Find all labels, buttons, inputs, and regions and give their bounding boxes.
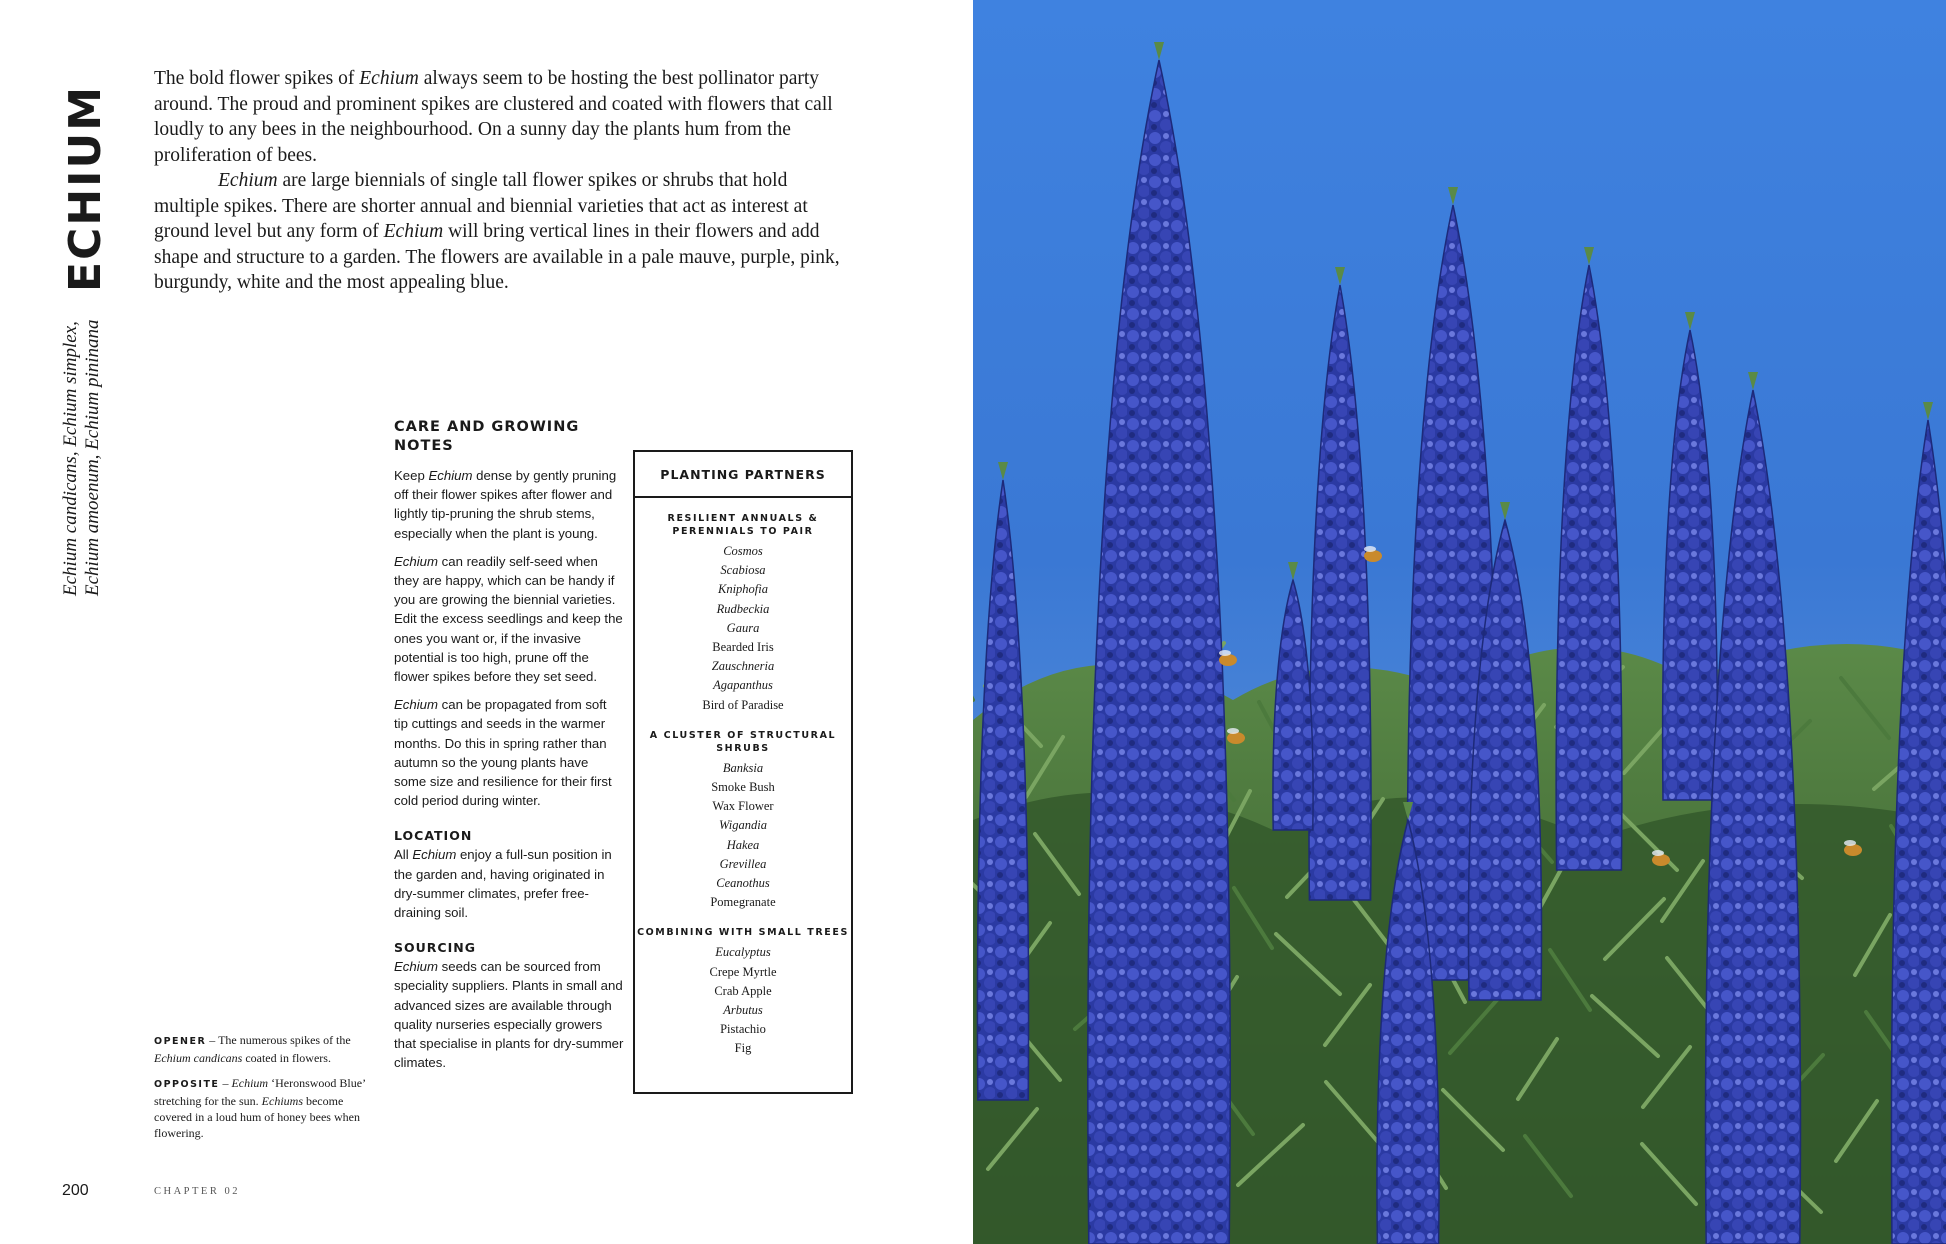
- bee: [1364, 550, 1382, 562]
- caption-opposite: [154, 1075, 384, 1141]
- page-number: 200: [62, 1182, 89, 1199]
- partner-plant: Rudbeckia: [716, 601, 770, 616]
- text-run: Keep: [394, 468, 429, 483]
- partner-group-heading: A CLUSTER OF STRUCTURAL SHRUBS: [649, 729, 837, 754]
- partner-plant: Wax Flower: [712, 799, 774, 814]
- partner-plant: Kniphofia: [717, 582, 768, 597]
- text-run: seeds can be sourced from speciality suppliers. Plants in small and advanced sizes are available through quality nurseries especially growers that specialise in plants for dry-summer climates.: [394, 959, 624, 1071]
- bee: [1219, 654, 1237, 666]
- text-run: Echium: [412, 847, 457, 863]
- text-run: can readily self-seed when they are happy, which can be handy if you are growing the biennial varieties. Edit the excess seedlings and keep the ones you want or, if the invasive potential is too high, prune off the flower spikes before they set seed.: [394, 553, 623, 685]
- text-run: enjoy a full-sun position in the garden and, having originated in dry-summer climates, prefer free-draining soil.: [394, 847, 612, 921]
- bee-wing: [1844, 840, 1856, 846]
- text-run: will bring vertical lines in their flowers and add shape and structure to a garden. The flowers are available in a pale mauve, purple, pink, burgundy, white and the most appealing blue.: [154, 221, 840, 293]
- text-run: are large biennials of single tall flower spikes or shrubs that hold multiple spikes. There are shorter annual and biennial varieties that act as interest at ground level but any form of: [154, 170, 808, 242]
- bee-wing: [1227, 728, 1239, 734]
- caption-opposite-label: OPPOSITE: [154, 1079, 220, 1090]
- partner-group-heading: COMBINING WITH SMALL TREES: [637, 927, 849, 939]
- flower-spike: [1088, 60, 1230, 1244]
- care-notes: [394, 418, 624, 1081]
- partner-plant: Crab Apple: [714, 983, 772, 998]
- partner-group-heading: RESILIENT ANNUALS & PERENNIALS TO PAIR: [667, 513, 819, 537]
- partner-plant: Bird of Paradise: [702, 697, 784, 712]
- spike-tip: [1685, 312, 1695, 330]
- flower-spike: [1556, 265, 1622, 870]
- text-run: Echium: [231, 1076, 269, 1090]
- flower-spike: [1706, 390, 1801, 1244]
- partner-plant: Pomegranate: [710, 895, 776, 910]
- spike-tip: [1448, 187, 1458, 205]
- partner-plant: Hakea: [726, 837, 760, 852]
- planting-partners-box: [633, 450, 853, 1094]
- partner-group: [635, 729, 851, 913]
- care-paragraph-1: [394, 466, 624, 543]
- spike-tip: [1584, 247, 1594, 265]
- latin-names-line-1: Echium candicans, Echium simplex,: [60, 321, 81, 596]
- text-run: Echium: [394, 959, 438, 975]
- flower-spike: [1891, 420, 1946, 1244]
- caption-opener: [154, 1032, 384, 1066]
- text-run: Echium candicans: [154, 1051, 243, 1065]
- photo-captions: [154, 1032, 384, 1150]
- partner-plant: Pistachio: [720, 1022, 766, 1037]
- text-run: Echium: [394, 697, 438, 713]
- spike-tip: [1923, 402, 1933, 420]
- bee: [1227, 732, 1245, 744]
- flower-spike: [977, 480, 1028, 1100]
- text-run: Echium: [359, 68, 419, 89]
- flower-spike: [1309, 285, 1371, 900]
- flower-spike: [1663, 330, 1718, 800]
- text-run: ‘Heronswood Blue’ stretching for the sun.: [154, 1076, 366, 1108]
- text-run: Echium: [394, 553, 438, 569]
- text-run: The bold flower spikes of: [154, 68, 360, 89]
- caption-opener-label: OPENER: [154, 1036, 207, 1047]
- title-vertical: [62, 72, 110, 292]
- text-run: Echium: [383, 221, 444, 242]
- spike-tip: [1288, 562, 1298, 580]
- care-paragraph-3: [394, 695, 624, 810]
- partner-plant: Gaura: [726, 620, 760, 635]
- text-run: – The numerous spikes of the: [206, 1033, 351, 1047]
- partner-plant: Cosmos: [723, 544, 763, 558]
- partner-plant: Fig: [734, 1041, 752, 1056]
- bee: [1844, 844, 1862, 856]
- planting-partners-title: PLANTING PARTNERS: [635, 452, 851, 498]
- latin-names: [60, 306, 108, 596]
- text-run: Echium: [428, 468, 473, 483]
- chapter-label: CHAPTER 02: [154, 1186, 240, 1197]
- text-run: –: [219, 1076, 232, 1090]
- partner-plant: Banksia: [722, 760, 764, 775]
- spike-tip: [1335, 267, 1345, 285]
- flower-spike: [1273, 580, 1313, 830]
- text-run: can be propagated from soft tip cuttings and seeds in the warmer months. Do this in spring rather than autumn so the young plants have some size and resilience for their first cold period during winter.: [394, 697, 612, 809]
- location-heading: LOCATION: [394, 828, 473, 844]
- bee-wing: [1219, 650, 1231, 656]
- partner-plant: Bearded Iris: [712, 640, 774, 655]
- text-run: Echiums: [261, 1094, 303, 1108]
- text-run: Echium: [218, 170, 278, 191]
- text-run: coated in flowers.: [242, 1051, 331, 1065]
- text-run: always seem to be hosting the best pollinator party around. The proud and prominent spikes are clustered and coated with flowers that call loudly to any bees in the neighbourhood. On a sunny day the plants hum from the proliferation of bees.: [154, 68, 833, 166]
- partner-group: [635, 926, 851, 1058]
- partner-plant: Wigandia: [719, 818, 767, 833]
- echium-photo-illustration: [973, 0, 1946, 1244]
- sourcing-text: [394, 957, 624, 1072]
- partner-plant: Ceanothus: [716, 876, 770, 891]
- sourcing-heading: SOURCING: [394, 940, 476, 956]
- spike-tip: [1748, 372, 1758, 390]
- intro-paragraph-1: [154, 66, 854, 168]
- bee: [1652, 854, 1670, 866]
- partner-plant: Smoke Bush: [711, 780, 775, 795]
- text-run: become covered in a loud hum of honey bees when flowering.: [154, 1094, 360, 1140]
- intro-text: [154, 66, 854, 296]
- latin-names-line-2: Echium amoenum, Echium pininana: [82, 319, 103, 596]
- text-run: dense by gently pruning off their flower spikes after flower and lightly tip-pruning the shrub stems, especially when the plant is young.: [394, 468, 617, 541]
- care-paragraph-2: [394, 552, 624, 686]
- intro-paragraph-2: [154, 168, 854, 296]
- text-run: All: [394, 847, 413, 863]
- partner-plant: Arbutus: [723, 1003, 763, 1018]
- spike-tip: [1500, 502, 1510, 520]
- care-heading: CARE AND GROWING NOTES: [394, 419, 580, 454]
- partner-group: [635, 512, 851, 715]
- partner-plant: Agapanthus: [713, 678, 773, 693]
- partner-plant: Zauschneria: [711, 659, 775, 674]
- partner-plant: Scabiosa: [720, 563, 766, 578]
- partner-plant: Eucalyptus: [715, 945, 771, 960]
- page-title: ECHIUM: [60, 84, 111, 292]
- bee-wing: [1364, 546, 1376, 552]
- spike-tip: [1154, 42, 1164, 60]
- partner-plant: Crepe Myrtle: [709, 964, 777, 979]
- bee-wing: [1652, 850, 1664, 856]
- echium-photo: [973, 0, 1946, 1244]
- spike-tip: [998, 462, 1008, 480]
- location-text: [394, 845, 624, 922]
- partner-plant: Grevillea: [719, 856, 767, 871]
